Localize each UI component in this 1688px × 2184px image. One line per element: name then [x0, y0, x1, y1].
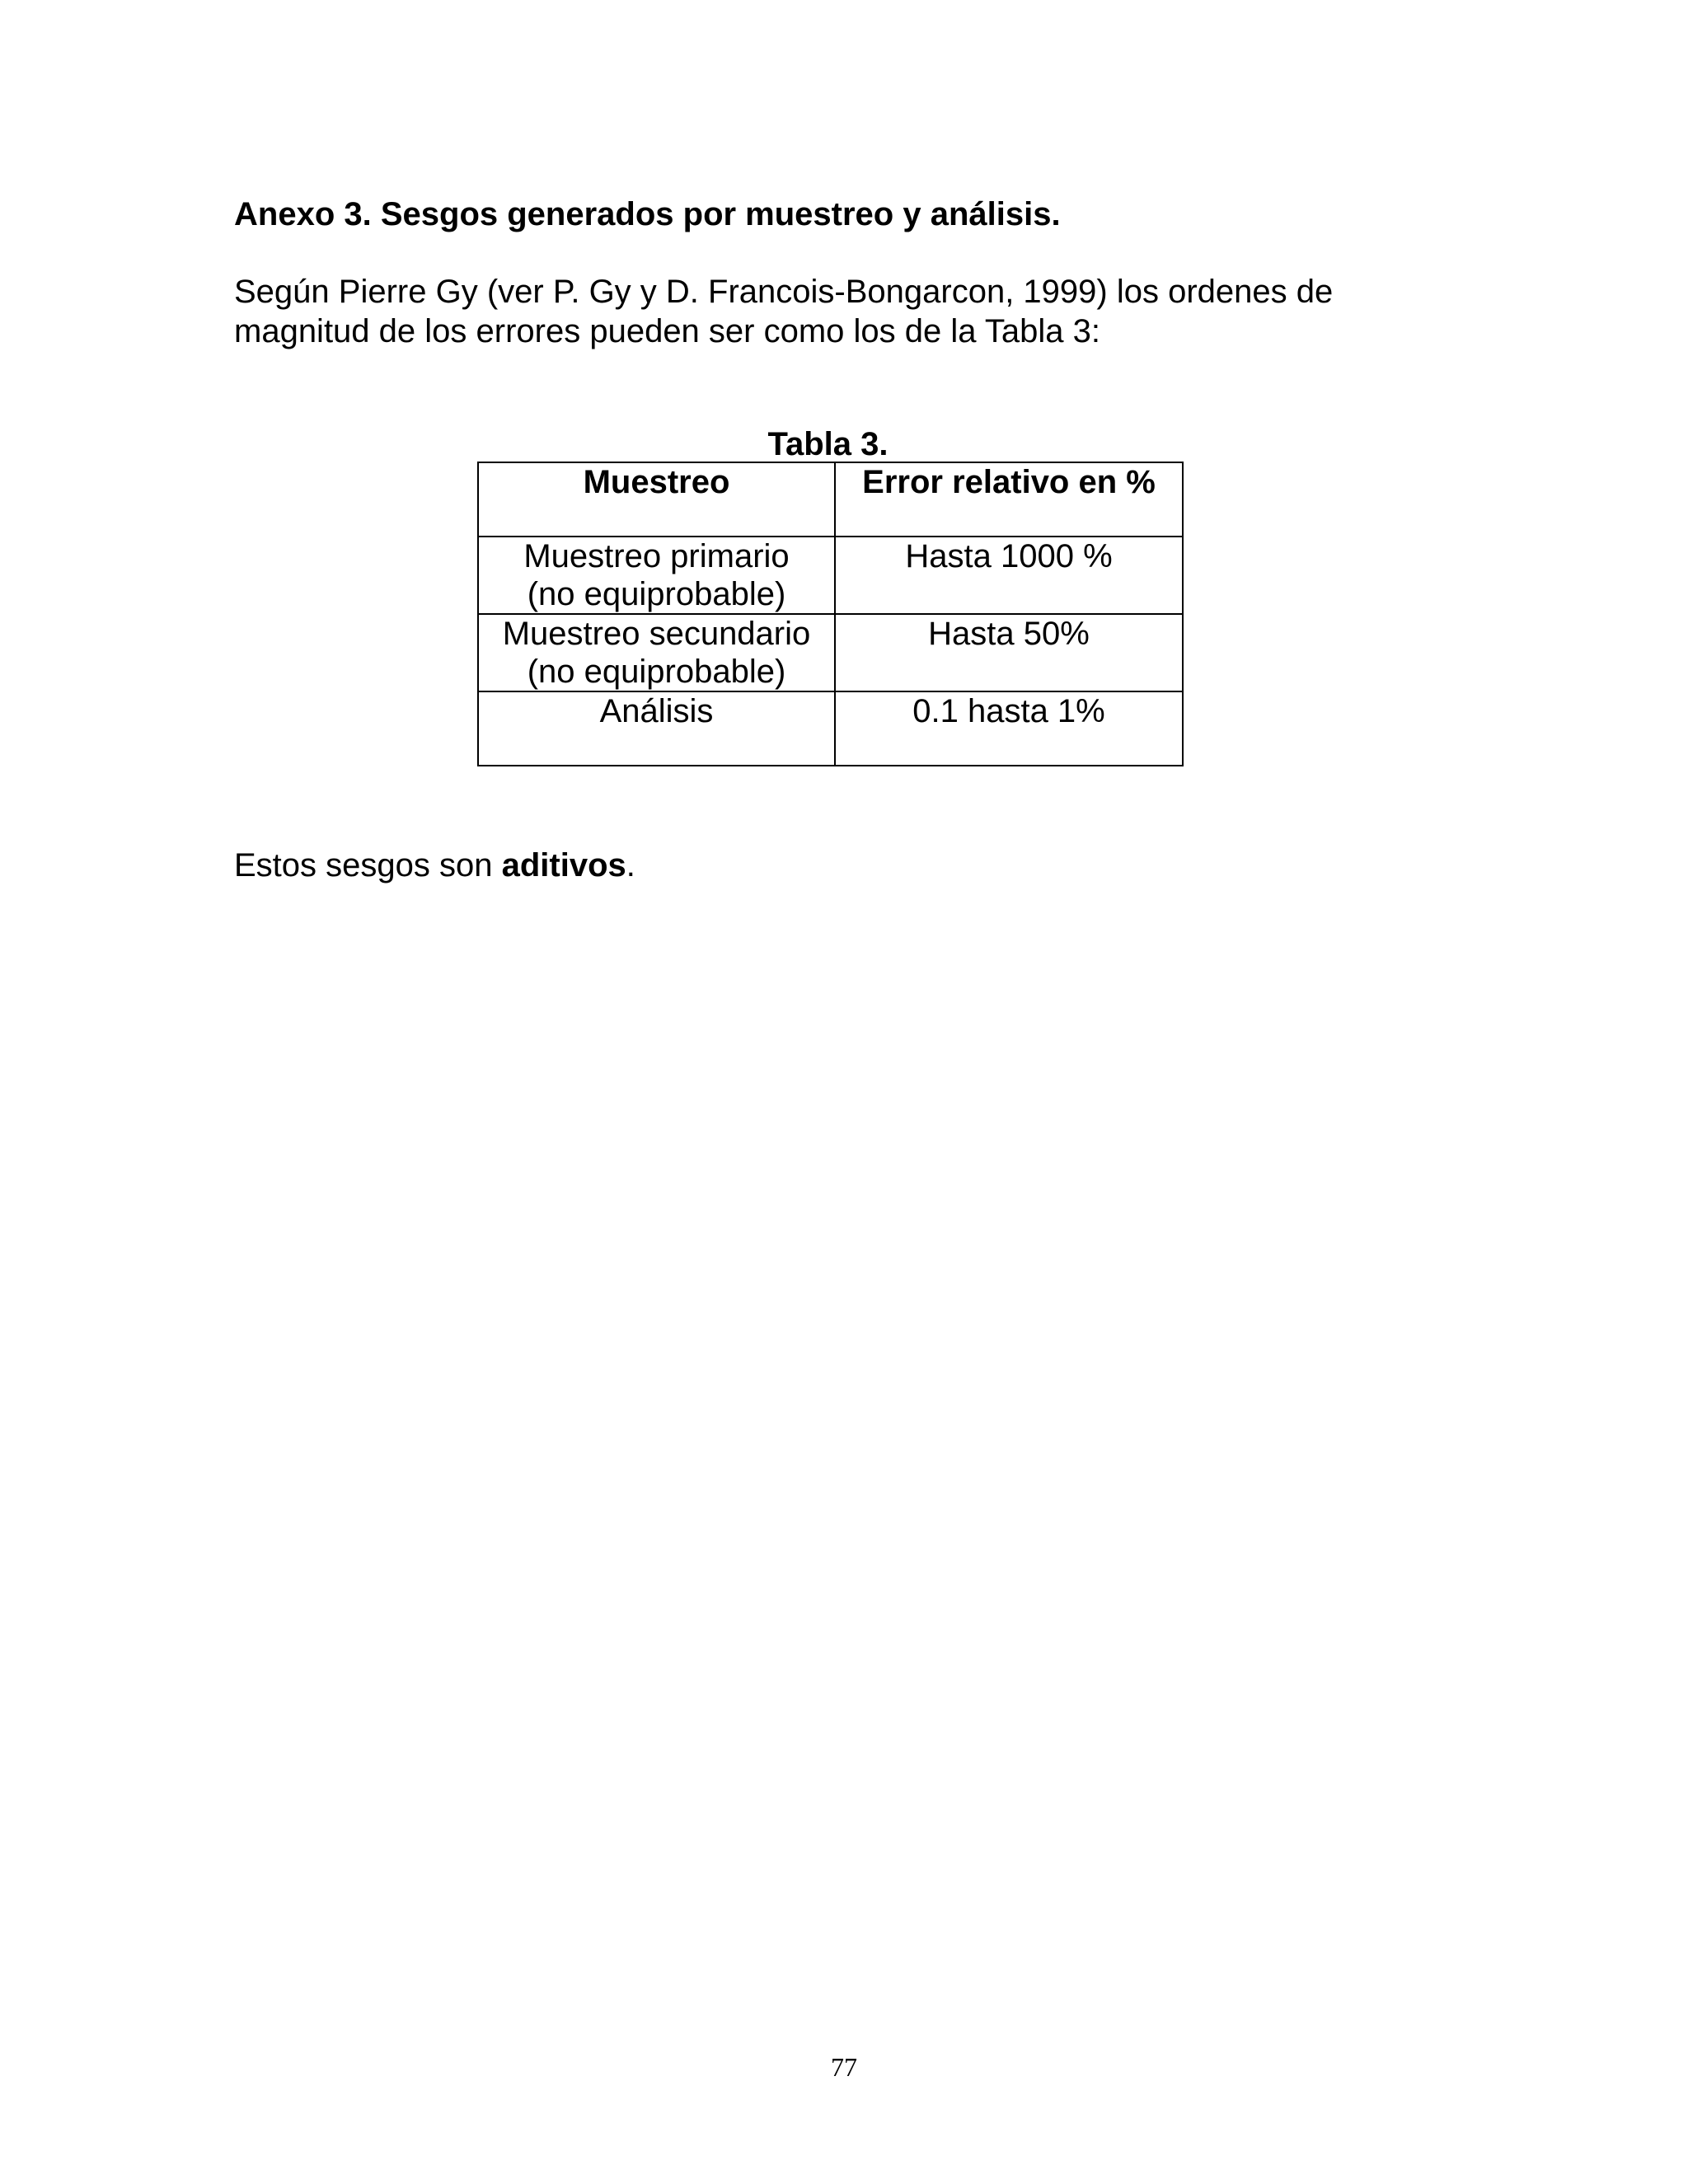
table-caption: Tabla 3. — [767, 426, 889, 462]
table-row — [478, 537, 1183, 614]
table-row — [478, 614, 1183, 691]
header-relative-error: Error relativo en % — [835, 462, 1183, 537]
cell-sampling-line: (no equiprobable) — [527, 654, 786, 690]
section-heading: Anexo 3. Sesgos generados por muestreo y análisis. — [234, 196, 1061, 232]
closing-prefix: Estos sesgos son — [234, 847, 502, 883]
intro-line-2: magnitud de los errores pueden ser como los de la Tabla 3: — [234, 313, 1100, 349]
cell-sampling — [478, 614, 835, 691]
closing-sentence — [234, 846, 635, 885]
intro-line-1: Según Pierre Gy (ver P. Gy y D. Francois-Bongarcon, 1999) los ordenes de — [234, 274, 1334, 310]
page-number: 77 — [831, 2052, 857, 2082]
cell-sampling — [478, 537, 835, 614]
cell-sampling-line: Muestreo secundario — [502, 616, 811, 652]
table-row — [478, 691, 1183, 766]
cell-sampling — [478, 691, 835, 766]
cell-error: Hasta 50% — [835, 614, 1183, 691]
closing-emphasis: aditivos — [501, 847, 626, 883]
cell-sampling-line: Análisis — [599, 693, 714, 729]
cell-sampling-line: Muestreo primario — [523, 538, 790, 574]
header-sampling: Muestreo — [478, 462, 835, 537]
cell-error: Hasta 1000 % — [835, 537, 1183, 614]
cell-error: 0.1 hasta 1% — [835, 691, 1183, 766]
cell-sampling-line: (no equiprobable) — [527, 576, 786, 612]
error-table — [477, 462, 1184, 766]
closing-suffix: . — [626, 847, 635, 883]
intro-paragraph — [234, 272, 1470, 351]
table-header-row — [478, 462, 1183, 537]
